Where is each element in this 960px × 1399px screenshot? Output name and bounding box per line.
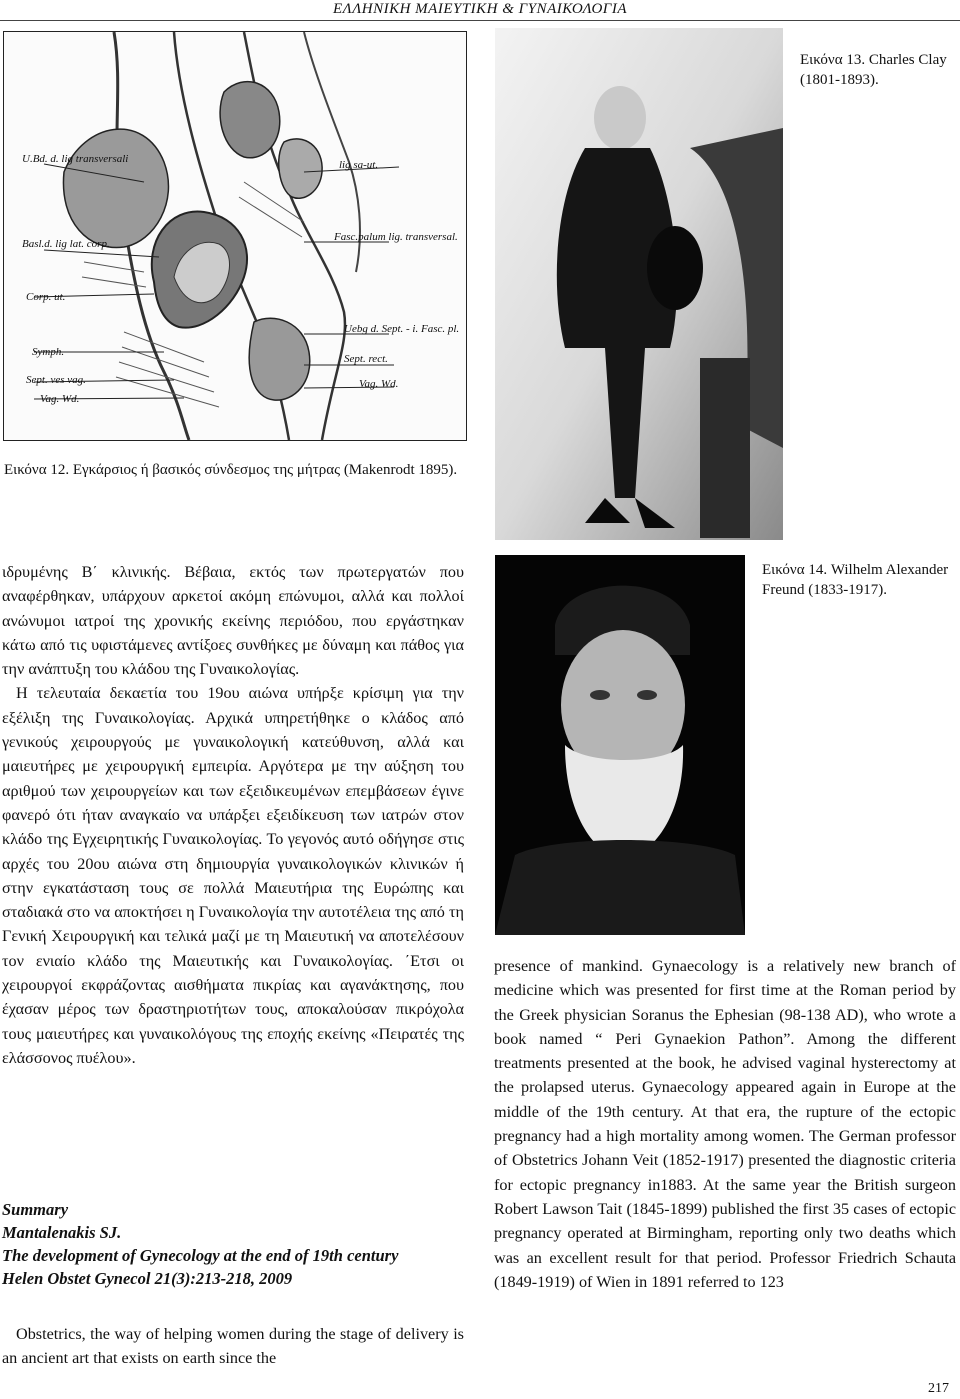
figure-14-caption [762,560,957,600]
right-paragraph-1: presence of mankind. Gynaecology is a relatively new branch of medicine which was presented for first time at the Roman period by the Greek physician Soranus the Ephesian (98-138 AD), who wrote a book named “ Peri Gynaekion Pathon”. Among the different treatments presented at the book, he advised vaginal hysterectomy at the prolapsed uterus. Gynaecology appeared again in Europe at the middle of the 19th century. At that era, the rupture of the ectopic pregnancy had a high mortality among women. The German professor of Obstetrics Johann Veit (1852-1917) presented the diagnostic criteria for ectopic pregnancy in1883. At the same year the British surgeon Robert Lawson Tait (1845-1899) published the first 35 cases of ectopic pregnancy operated at Birmingham, reporting only two deaths which was an excellent result for that period. Professor Friedrich Schauta (1849-1919) of Wien in 1891 referred to 123 [494,957,956,1291]
figure-13-text: Charles Clay (1801-1893). [800,52,947,88]
journal-title: ΕΛΛΗΝΙΚΗ ΜΑΙΕΥΤΙΚΗ & ΓΥΝΑΙΚΟΛΟΓΙΑ [332,1,627,17]
figure-12-text: Εγκάρσιος ή βασικός σύνδεσμος της μήτρας (Makenrodt 1895). [72,462,458,478]
label-sept-ves-vag: Sept. ves vag. [26,374,86,386]
label-u-bd: U.Bd. d. lig transversali [22,153,129,165]
summary-block [2,1198,472,1290]
figure-13-caption [800,50,950,90]
left-paragraph-1: ιδρυμένης Β΄ κλινικής. Βέβαια, εκτός των πρωτεργατών που αναφέρθηκαν, υπάρχουν αρκετοί ακόμη επώνυμοι, αλλά και πολλοί ανώνυμοι ιατροί της χρονικής εκείνης περιόδου, που εργάστηκαν κάτω από τις υφιστάμενες αντίξοες συνθήκες με δύναμη και πάθος για την ανάπτυξη του κλάδου της Γυναικολογίας. [2,563,464,679]
label-sept-rect: Sept. rect. [344,353,388,365]
figure-14-text: Wilhelm Alexander Freund (1833-1917). [762,562,949,598]
left-column [2,560,464,1070]
figure-14-photo [495,555,745,935]
anatomy-illustration [4,32,466,440]
summary-heading: Summary [2,1200,69,1219]
right-column [494,954,956,1294]
summary-author: Mantalenakis SJ. [2,1223,122,1242]
label-vag-wd-left: Vag. Wd. [40,393,80,405]
figure-12-caption [4,460,464,480]
figure-14-label: Εικόνα 14. [762,562,828,578]
figure-13-label: Εικόνα 13. [800,52,866,68]
label-symph: Symph. [32,346,65,358]
label-corp-ut: Corp. ut. [26,291,66,303]
page-number: 217 [928,1381,949,1396]
label-vag-wd-right: Vag. Wd. [359,378,399,390]
summary-paragraph [2,1322,464,1371]
summary-journal: Helen Obstet Gynecol 21(3):213-218, 2009 [2,1269,293,1288]
label-basl: Basl.d. lig lat. corp. [22,238,110,250]
figure-13-photo [495,28,783,540]
label-lig-sa-ut: lig sa-ut. [339,159,379,171]
running-head [0,0,960,18]
figure-12-drawing [3,31,467,441]
label-fasc-palum: Fasc.palum lig. transversal. [334,231,458,243]
left-paragraph-2: Η τελευταία δεκαετία του 19ου αιώνα υπήρξε κρίσιμη για την εξέλιξη της Γυναικολογίας. Αρχικά υπηρετήθηκε ο κλάδος από γενικούς χειρουργούς με γυναικολογική κατεύθυνση, αλλά και μαιευτήρες με χειρουργική εμπειρία. Αργότερα με την αύξηση του αριθμού των χειρουργείων και των εξειδικευμένων επεμβάσεων έγινε φανερό ότι ήταν αναγκαίο να υπάρξει εξειδίκευση των ιατρών στον κλάδο της Εγχειρητικής Γυναικολογίας. Το γεγονός αυτό οδήγησε στις αρχές του 20ου αιώνα στη δημιουργία γυναικολογικών κλινικών ή στην εγκατάσταση τους σε πολλά Μαιευτήρια της Ευρώπης και σταδιακά στο να αποκτήσει η Γυναικολογία την αυτοτέλεια της από τη Γενική Χειρουργική και τελικά μαζί με τη Μαιευτική να αποτελέσουν τον ενιαίο κλάδο της Μαιευτικής και Γυναικολογίας. ΄Ετσι οι χειρουργοί εκφράζοντας αισθήματα πικρίας και αγανάκτησης, που έχασαν μέρος των δραστηριοτήτων τους, αποκαλούσαν πικρόχολα τους μαιευτήρες και γυναικολόγους της εποχής εκείνης «Πειρατές της ελάσσονος πυέλου». [2,684,464,1067]
summary-paragraph-1: Obstetrics, the way of helping women during the stage of delivery is an ancient art that exists on earth since the [2,1325,464,1368]
header-rule [0,20,960,21]
summary-title: The development of Gynecology at the end of 19th century [2,1246,399,1265]
label-uebg: Uebg d. Sept. - i. Fasc. pl. [344,323,460,335]
figure-12-label: Εικόνα 12. [4,462,70,478]
